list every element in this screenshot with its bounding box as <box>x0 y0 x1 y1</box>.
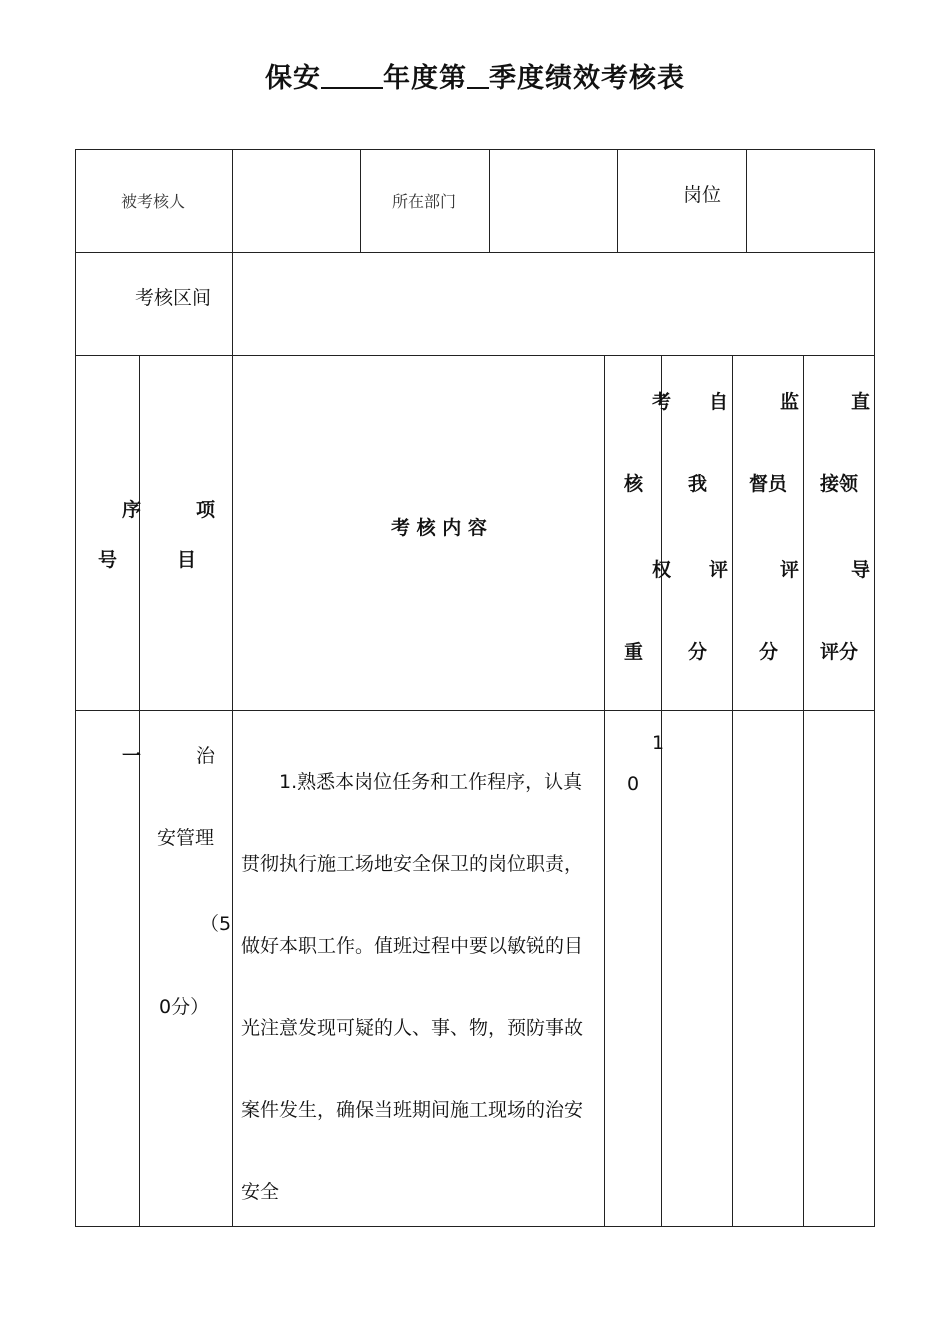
title-part-1: 保安 <box>265 63 321 94</box>
row-self-score[interactable] <box>670 744 726 768</box>
position-label: 岗位 <box>683 184 722 206</box>
row-supervisor-score[interactable] <box>741 744 797 768</box>
table-border-right <box>874 149 875 1227</box>
title-part-3: 季度绩效考核表 <box>489 63 685 94</box>
col-divider-label <box>232 149 233 1227</box>
period-label: 考核区间 <box>135 287 212 309</box>
col-divider-seq <box>139 355 140 1227</box>
row-seq: 一 <box>122 745 142 767</box>
table-border-left <box>75 149 76 1227</box>
table-border-top <box>75 149 875 150</box>
col-divider-self <box>732 355 733 1227</box>
header-content: 考 核 内 容 <box>391 517 487 539</box>
row-divider-3 <box>75 710 875 711</box>
year-blank <box>321 61 383 89</box>
col-divider-dept-value <box>489 149 490 253</box>
col-divider-supervisor <box>803 355 804 1227</box>
page-title <box>0 56 950 95</box>
quarter-blank <box>467 61 489 89</box>
row-divider-2 <box>75 355 875 356</box>
col-divider-position-label <box>617 149 618 253</box>
examinee-label: 被考核人 <box>121 192 186 211</box>
row-content: 1.熟悉本岗位任务和工作程序，认真 贯彻执行施工场地安全保卫的岗位职责， 做好本职工作。值班过程中要以敏锐的目 光注意发现可疑的人、事、物，预防事故 案件发生，确保当班期间施工现场的治安 安全 <box>241 771 584 1203</box>
col-divider-position-value <box>746 149 747 253</box>
title-part-2: 年度第 <box>383 63 467 94</box>
col-divider-weight <box>661 355 662 1227</box>
row-divider-1 <box>75 252 875 253</box>
department-label: 所在部门 <box>392 192 457 211</box>
row-leader-score[interactable] <box>812 744 868 768</box>
col-divider-dept-label <box>360 149 361 253</box>
col-divider-content <box>604 355 605 1227</box>
